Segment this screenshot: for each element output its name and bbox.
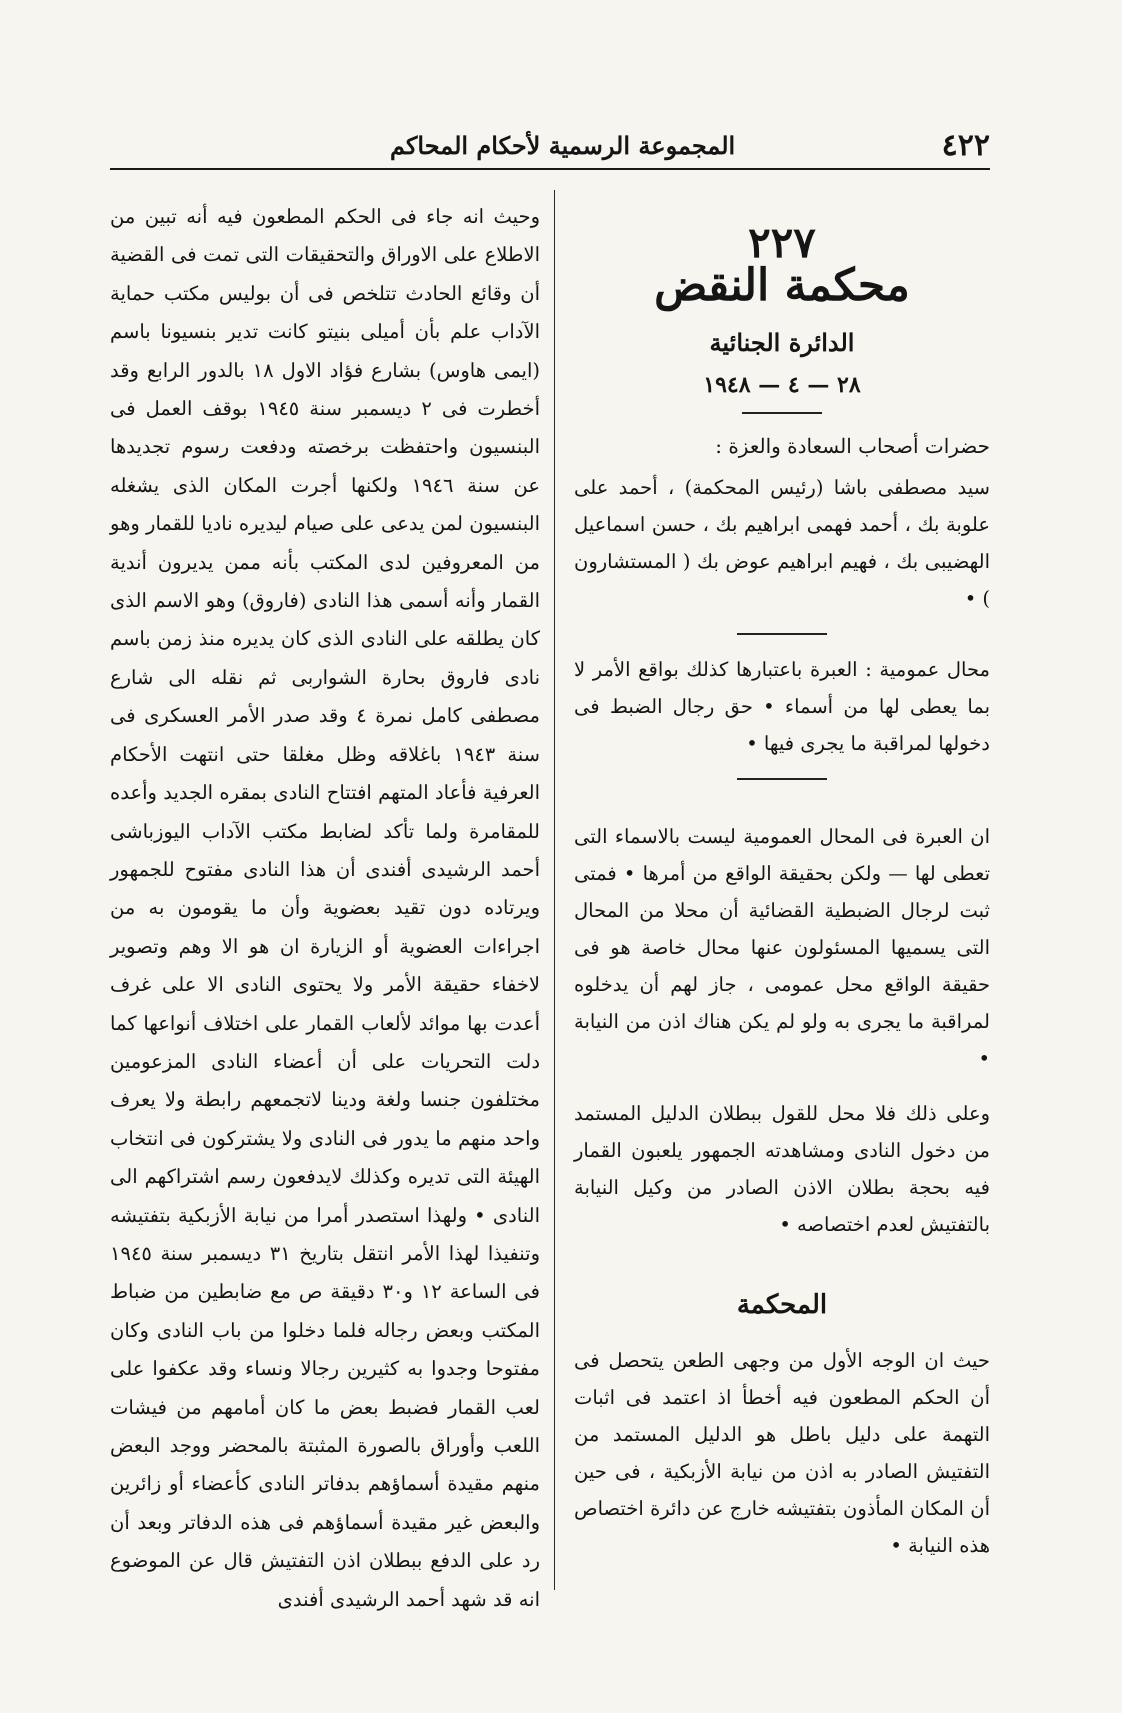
page-header [110,122,990,170]
court-name: محكمة النقض [654,260,910,311]
appeal-paragraph: وعلى ذلك فلا محل للقول ببطلان الدليل المستمد من دخول النادى ومشاهدته الجمهور يلعبون القمار فيه بحجة بطلان الاذن الصادر من وكيل النيابة بالتفتيش لعدم اختصاصه • [574,1102,990,1236]
chamber-name: الدائرة الجنائية [709,328,855,357]
left-column-text: وحيث انه جاء فى الحكم المطعون فيه أنه تبين من الاطلاع على الاوراق والتحقيقات التى تمت فى القضية أن وقائع الحادث تتلخص فى أن بوليس مكتب حماية الآداب علم بأن أميلى بنيتو كانت تدير بنسيونا باسم (ايمى هاوس) بشارع فؤاد الاول ١٨ بالدور الرابع وقد أخطرت فى ٢ ديسمبر سنة ١٩٤٥ بوقف العمل فى البنسيون واحتفظت برخصته ودفعت رسوم تجديدها عن سنة ١٩٤٦ ولكنها أجرت المكان الذى يشغله البنسيون لمن يدعى على صيام ليديره ناديا للقمار وهو من المعروفين لدى المكتب بأنه ممن يديرون أندية القمار وأنه أسمى هذا النادى (فاروق) وهو الاسم الذى كان يطلقه على النادى الذى كان يديره منذ زمن باسم نادى فاروق بحارة الشواربى ثم نقله الى شارع مصطفى كامل نمرة ٤ وقد صدر الأمر العسكرى فى سنة ١٩٤٣ باغلاقه وظل مغلقا حتى انتهت الأحكام العرفية فأعاد المتهم افتتاح النادى بمقره الجديد وأعده للمقامرة ولما تأكد لضابط مكتب الآداب اليوزباشى أحمد الرشيدى أفندى أن هذا النادى مفتوح للجمهور ويرتاده دون تقيد بعضوية وأن ما يقومون به من اجراءات العضوية أو الزيارة ان هو الا وهم وتصوير لاخفاء حقيقة الأمر ولا يحتوى النادى الا على غرف أعدت بها موائد لألعاب القمار على اختلاف أنواعها كما دلت التحريات على أن أعضاء النادى المزعومين مختلفون جنسا ولغة ودينا لاتجمعهم رابطة ولا يعرف واحد منهم ما يدور فى النادى ولا يشتركون فى انتخاب الهيئة التى تديره وكذلك لايدفعون رسم اشتراكهم الى النادى • ولهذا استصدر أمرا من نيابة الأزبكية بتفتيشه وتنفيذا لهذا الأمر انتقل بتاريخ ٣١ ديسمبر سنة ١٩٤٥ فى الساعة ١٢ و٣٠ دقيقة ص مع ضابطين من ضباط المكتب وبعض رجاله فلما دخلوا من باب النادى وكان مفتوحا وجدوا به كثيرين رجالا ونساء وقد عكفوا على لعب القمار فضبط بعض ما كان أمامهم من فيشات اللعب وأوراق بالصورة المثبتة بالمحضر ووجد البعض منهم مقيدة أسماؤهم بدفاتر النادى كأعضاء أو زائرين والبعض غير مقيدة أسماؤهم فى هذه الدفاتر وبعد أن رد على الدفع ببطلان اذن التفتيش قال عن الموضوع انه قد شهد أحمد الرشيدى أفندى [110,205,541,1611]
left-column [110,198,540,1619]
divider-rule [742,412,822,414]
case-summary: محال عمومية : العبرة باعتبارها كذلك بواقع الأمر لا بما يعطى لها من أسماء • حق رجال الضبط فى دخولها لمراقبة ما يجرى فيها • [574,658,990,755]
running-title: المجموعة الرسمية لأحكام المحاكم [390,130,736,160]
case-number: ٢٢٧ [748,218,816,267]
judgment-heading: المحكمة [736,1290,828,1320]
judgment-text: حيث ان الوجه الأول من وجهى الطعن يتحصل فى أن الحكم المطعون فيه أخطأ اذ اعتمد فى اثبات التهمة على دليل باطل هو الدليل المستمد من التفتيش الصادر به اذن من نيابة الأزبكية ، فى حين أن المكان المأذون بتفتيشه خارج عن دائرة اختصاص هذه النيابة • [574,1349,990,1557]
judges-list: سيد مصطفى باشا (رئيس المحكمة) ، أحمد على علوبة بك ، أحمد فهمى ابراهيم بك ، حسن اسماعيل الهضيبى بك ، فهيم ابراهيم عوض بك ( المستشارون ) • [574,476,990,610]
page-number: ٤٢٢ [941,127,990,163]
column-divider [554,190,555,1590]
judgment-date: ٢٨ — ٤ — ١٩٤٨ [703,372,861,398]
divider-rule [737,778,827,780]
judges-heading: حضرات أصحاب السعادة والعزة : [715,434,990,458]
divider-rule [737,633,827,635]
legal-principle: ان العبرة فى المحال العمومية ليست بالاسماء التى تعطى لها — ولكن بحقيقة الواقع من أمرها • فمتى ثبت لرجال الضبطية القضائية أن محلا من المحال التى يسميها المسئولون عنها محال خاصة هو فى حقيقة الواقع محل عمومى ، جاز لهم أن يدخلوه لمراقبة ما يجرى به ولو لم يكن هناك اذن من النيابة • [574,825,990,1070]
right-column [574,198,990,1564]
